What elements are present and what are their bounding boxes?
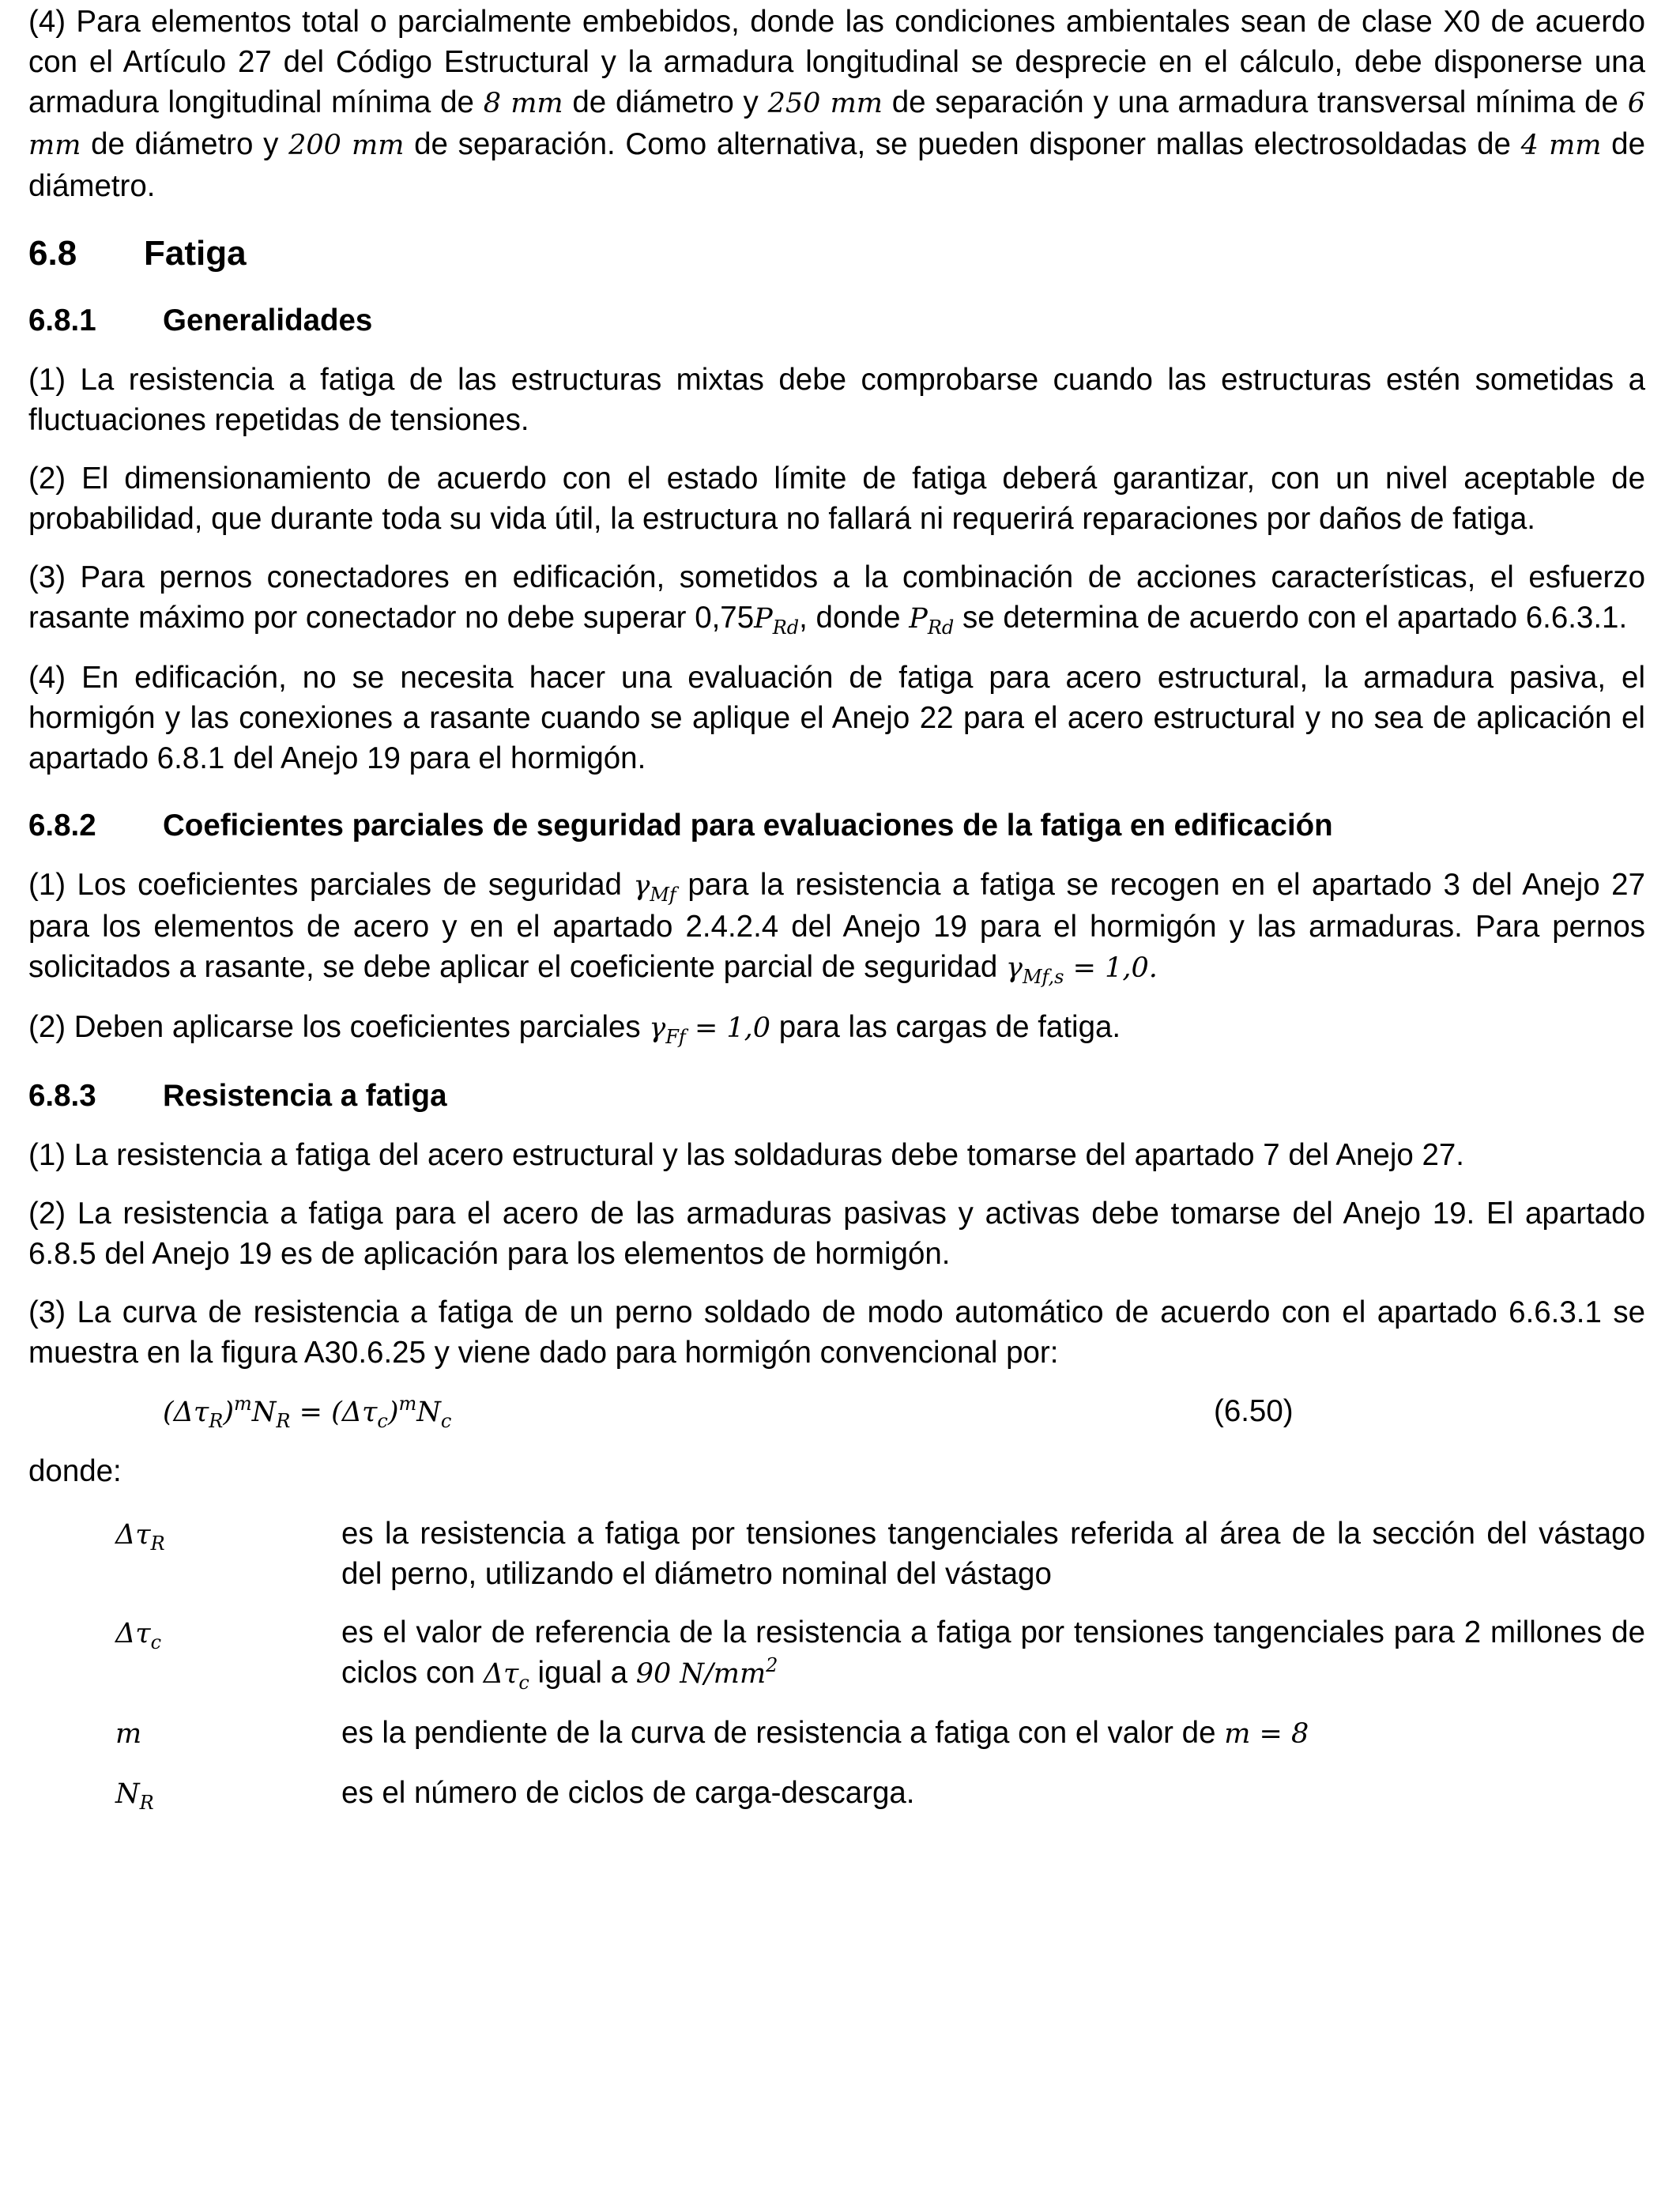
where-label: donde:: [28, 1454, 122, 1488]
math-expression: $P_{Rd}$: [754, 603, 800, 639]
document-page: [28, 2, 1645, 1833]
heading-number: 6.8.1: [28, 303, 96, 337]
definition-symbol: [28, 1612, 341, 1695]
math-expression: 200 mm: [288, 130, 405, 161]
text-run: es la resistencia a fatiga por tensiones tangenciales referida al área de la sección del vástago del perno, utilizando el diámetro nominal del vástago: [341, 1517, 1645, 1591]
math-superscript: m: [234, 1393, 252, 1415]
definition-text: [341, 1713, 1645, 1755]
paragraph: [28, 1007, 1645, 1049]
math-subscript: Mf: [650, 884, 676, 906]
math-expression: $\Delta\tau_c$: [483, 1658, 529, 1694]
math-subscript: Ff: [665, 1026, 686, 1048]
math-expression: $N_R$: [251, 1397, 291, 1432]
text-run: de separación. Como alternativa, se pueden disponer mallas electrosoldadas de: [404, 127, 1521, 161]
math-subscript: c: [150, 1631, 162, 1653]
math-subscript: Rd: [927, 616, 955, 639]
definition-text: [341, 1612, 1645, 1695]
paragraph: [28, 658, 1645, 778]
math-subscript: Mf,s: [1022, 966, 1064, 988]
text-run: (2) La resistencia a fatiga para el acero de las armaduras pasivas y activas debe tomarse del Anejo 19. El apartado 6.8.5 del Anejo 19 es de aplicación para los elementos de hormigón.: [28, 1197, 1645, 1271]
equation-formula: [163, 1391, 1214, 1433]
text-run: (3) Para pernos conectadores en edificación, sometidos a la combinación de acciones características, el esfuerzo rasante máximo por conectador no debe superar 0,75: [28, 560, 1645, 635]
math-expression: 250 mm: [767, 88, 883, 119]
math-expression: $N_R$: [115, 1778, 154, 1814]
paragraph: [28, 865, 1645, 989]
text-run: es el número de ciclos de carga-descarga.: [341, 1776, 915, 1810]
math-superscript: m: [398, 1393, 417, 1415]
math-subscript: R: [139, 1792, 154, 1814]
math-subscript: c: [440, 1410, 452, 1432]
math-expression: = 1,0.: [1064, 952, 1158, 984]
definition-symbol: [28, 1773, 341, 1815]
math-expression: $\gamma_{Ff}$: [649, 1012, 686, 1048]
math-expression: = 1,0: [685, 1012, 771, 1044]
math-expression: 6 mm: [28, 88, 1645, 161]
text-run: , donde: [799, 601, 910, 635]
math-expression: $\gamma_{Mf}$: [633, 870, 676, 906]
math-expression: 90 $N/mm^2$: [635, 1654, 778, 1690]
math-expression: $\Delta\tau_c$: [115, 1618, 162, 1653]
math-subscript: c: [377, 1410, 388, 1432]
heading-title: Resistencia a fatiga: [163, 1079, 447, 1113]
paragraph: [28, 557, 1645, 639]
text-run: (4) En edificación, no se necesita hacer una evaluación de fatiga para acero estructural, la armadura pasiva, el hormigón y las conexiones a rasante cuando se aplique el Anejo 22 para el acero estructural y no sea de aplicación el apartado 6.8.1 del Anejo 19 para el hormigón.: [28, 661, 1645, 775]
math-expression: )$^m$: [387, 1393, 417, 1428]
text-run: (3) La curva de resistencia a fatiga de un perno soldado de modo automático de acuerdo con el apartado 6.6.3.1 se muestra en la figura A30.6.25 y viene dado para hormigón convencional por:: [28, 1295, 1645, 1370]
math-expression: ($\Delta\tau_R$: [163, 1397, 224, 1432]
math-subscript: R: [209, 1410, 224, 1432]
paragraph: [28, 360, 1645, 440]
definition-row: [28, 1514, 1645, 1594]
heading-title: Fatiga: [144, 234, 247, 273]
definition-text: [341, 1514, 1645, 1594]
paragraph: [28, 1135, 1645, 1175]
text-run: igual a: [529, 1656, 636, 1690]
math-expression: $\gamma_{Mf,s}$: [1006, 952, 1064, 988]
math-expression: $P_{Rd}$: [909, 603, 955, 639]
math-subscript: R: [276, 1410, 291, 1432]
heading-number: 6.8: [28, 234, 77, 273]
text-run: (1) La resistencia a fatiga del acero estructural y las soldaduras debe tomarse del apartado 7 del Anejo 27.: [28, 1138, 1465, 1172]
definition-row: [28, 1713, 1645, 1755]
math-expression: 4 mm: [1520, 130, 1602, 161]
math-expression: m = 8: [1224, 1718, 1309, 1750]
text-run: de diámetro y: [563, 85, 768, 119]
text-run: (2) El dimensionamiento de acuerdo con el estado límite de fatiga deberá garantizar, con un nivel aceptable de probabilidad, que durante toda su vida útil, la estructura no fallará ni requerirá reparaciones por daños de fatiga.: [28, 462, 1645, 536]
paragraph: [28, 2, 1645, 206]
math-expression: 8 mm: [483, 88, 563, 119]
text-run: de diámetro.: [28, 127, 1646, 203]
heading-number: 6.8.2: [28, 809, 96, 843]
text-run: es el valor de referencia de la resistencia a fatiga por tensiones tangenciales para 2 millones de ciclos con: [341, 1615, 1645, 1690]
text-run: es la pendiente de la curva de resistencia a fatiga con el valor de: [341, 1716, 1225, 1750]
subsection-heading: [28, 300, 1645, 341]
math-expression: )$^m$: [223, 1393, 252, 1428]
math-subscript: R: [150, 1532, 165, 1555]
text-run: (1) Los coeficientes parciales de seguridad: [28, 868, 634, 902]
subsection-heading: [28, 805, 1645, 846]
paragraph: [28, 1292, 1645, 1373]
heading-title: Coeficientes parciales de seguridad para evaluaciones de la fatiga en edificación: [163, 809, 1333, 843]
paragraph: [28, 1193, 1645, 1274]
math-expression: = ($\Delta\tau_c$: [290, 1397, 388, 1432]
math-subscript: Rd: [772, 616, 800, 639]
definition-symbol: [28, 1514, 341, 1594]
equation-number: (6.50): [1214, 1394, 1294, 1428]
definition-row: [28, 1612, 1645, 1695]
math-subscript: c: [518, 1672, 529, 1694]
text-run: de diámetro y: [81, 127, 289, 161]
math-expression: $N_c$: [416, 1397, 452, 1432]
definition-symbol: [28, 1713, 341, 1755]
text-run: para las cargas de fatiga.: [770, 1010, 1121, 1044]
math-expression: $\Delta\tau_R$: [115, 1519, 165, 1555]
math-superscript: 2: [766, 1654, 778, 1676]
text-run: (1) La resistencia a fatiga de las estructuras mixtas debe comprobarse cuando las estructuras estén sometidas a fluctuaciones repetidas de tensiones.: [28, 363, 1645, 437]
text-run: de separación y una armadura transversal mínima de: [882, 85, 1628, 119]
heading-number: 6.8.3: [28, 1079, 96, 1113]
definition-text: [341, 1773, 1645, 1815]
equation: [28, 1391, 1645, 1433]
subsection-heading: [28, 1076, 1645, 1116]
text-run: (2) Deben aplicarse los coeficientes parciales: [28, 1010, 650, 1044]
section-heading: [28, 233, 1645, 273]
paragraph: [28, 458, 1645, 539]
math-expression: m: [115, 1718, 142, 1750]
heading-title: Generalidades: [163, 303, 373, 337]
definition-row: [28, 1773, 1645, 1815]
text-run: para la resistencia a fatiga se recogen en el apartado 3 del Anejo 27 para los elementos de acero y en el apartado 2.4.2.4 del Anejo 19 para el hormigón y las armaduras. Para pernos solicitados a rasante, se debe aplicar el coeficiente parcial de seguridad: [28, 868, 1645, 984]
text-run: se determina de acuerdo con el apartado 6.6.3.1.: [954, 601, 1628, 635]
text-run: (4) Para elementos total o parcialmente embebidos, donde las condiciones ambientales sean de clase X0 de acuerdo con el Artículo 27 del Código Estructural y la armadura longitudinal se desprecie en el cálculo, debe disponerse una armadura longitudinal mínima de: [28, 5, 1645, 119]
